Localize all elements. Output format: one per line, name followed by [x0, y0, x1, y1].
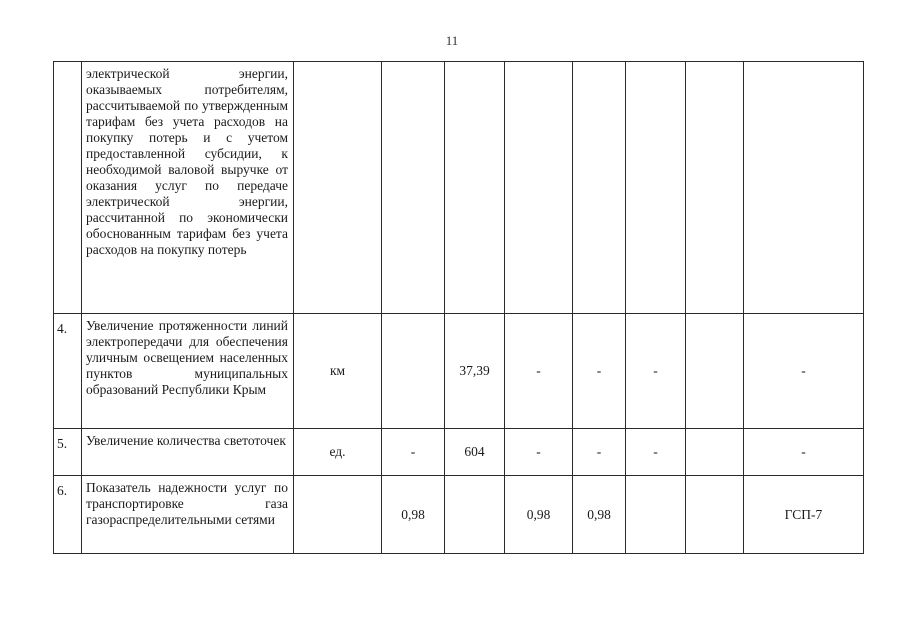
- row-value: [382, 314, 445, 429]
- row-unit: ед.: [294, 429, 382, 476]
- row-value: -: [744, 314, 864, 429]
- row-value: ГСП-7: [744, 476, 864, 554]
- row-value: 0,98: [505, 476, 573, 554]
- row-number: [54, 62, 82, 314]
- row-value: -: [626, 314, 686, 429]
- table-row: [54, 429, 864, 476]
- row-number: 4.: [54, 314, 82, 429]
- row-value: [573, 62, 626, 314]
- row-description: Увеличение количества светоточек: [82, 429, 294, 476]
- row-value: [505, 62, 573, 314]
- row-value: [382, 62, 445, 314]
- row-value: [445, 476, 505, 554]
- row-value: -: [505, 429, 573, 476]
- row-value: -: [573, 429, 626, 476]
- row-unit: [294, 476, 382, 554]
- row-unit: [294, 62, 382, 314]
- row-value: 0,98: [382, 476, 445, 554]
- page-number: 11: [445, 33, 459, 48]
- row-value: -: [573, 314, 626, 429]
- row-description: электрической энергии, оказываемых потребителям, рассчитываемой по утвержденным тарифам без учета расходов на покупку потерь и с учетом предоставленной субсидии, к необходимой валовой выручке от оказания услуг по передаче электрической энергии, рассчитанной по экономически обоснованным тарифам без учета расходов на покупку потерь: [82, 62, 294, 314]
- row-value: 0,98: [573, 476, 626, 554]
- row-value: [686, 314, 744, 429]
- table-row: [54, 314, 864, 429]
- row-value: -: [744, 429, 864, 476]
- row-number: 6.: [54, 476, 82, 554]
- row-value: [744, 62, 864, 314]
- row-value: -: [382, 429, 445, 476]
- row-value: -: [626, 429, 686, 476]
- row-value: [445, 62, 505, 314]
- table-row: [54, 62, 864, 314]
- row-description: Показатель надежности услуг по транспортировке газа газораспределительными сетями: [82, 476, 294, 554]
- row-value: [686, 62, 744, 314]
- table-row: [54, 476, 864, 554]
- indicators-table: [53, 61, 864, 554]
- row-value: -: [505, 314, 573, 429]
- row-description: Увеличение протяженности линий электропередачи для обеспечения уличным освещением населенных пунктов муниципальных образований Республики Крым: [82, 314, 294, 429]
- row-number: 5.: [54, 429, 82, 476]
- row-unit: км: [294, 314, 382, 429]
- row-value: [626, 476, 686, 554]
- row-value: [686, 429, 744, 476]
- row-value: 604: [445, 429, 505, 476]
- row-value: 37,39: [445, 314, 505, 429]
- row-value: [686, 476, 744, 554]
- row-value: [626, 62, 686, 314]
